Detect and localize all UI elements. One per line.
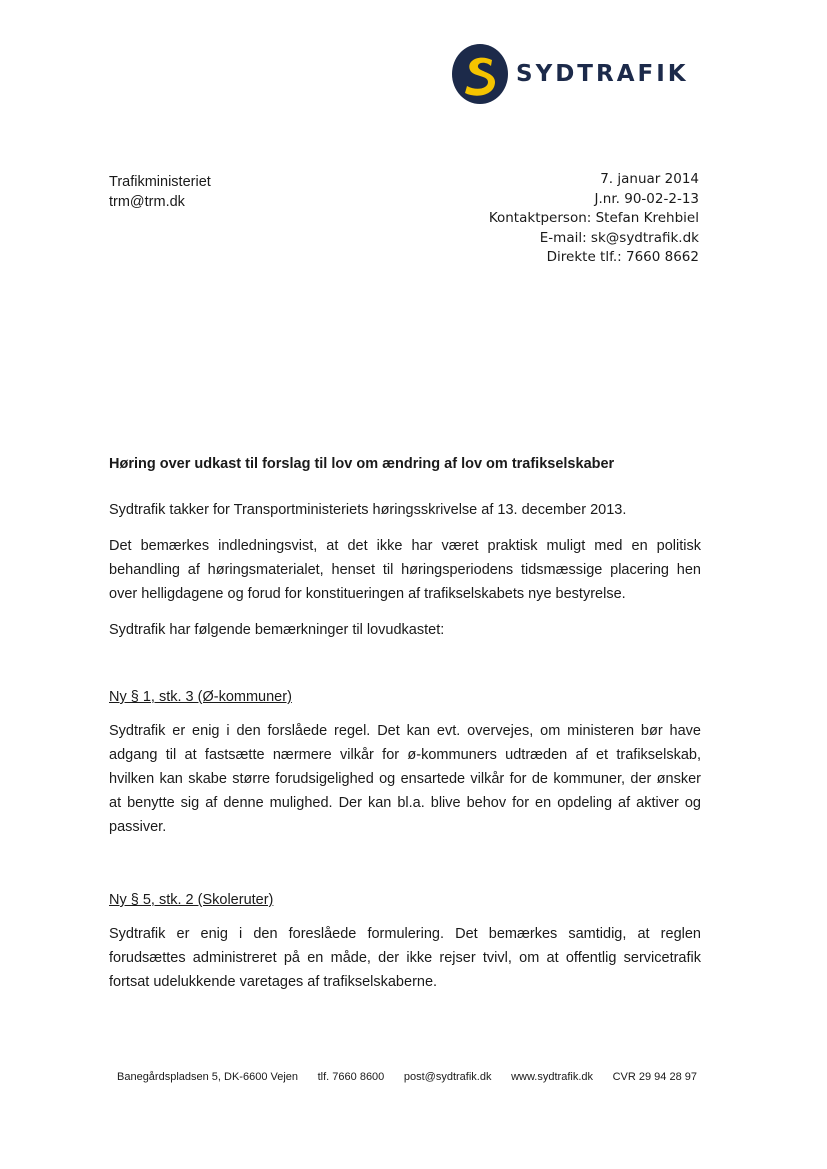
letter-footer <box>117 1071 697 1083</box>
journal-number: J.nr. 90-02-2-13 <box>594 190 699 207</box>
section-title: Ny § 1, stk. 3 (Ø-kommuner) <box>109 689 292 705</box>
intro-paragraph: Det bemærkes indledningsvist, at det ikke har været praktisk muligt med en politisk behandling af høringsmaterialet, henset til høringsperiodens tidsmæssige placering hen over helligdagene og forud for konstitueringen af trafikselskabets nye bestyrelse. <box>109 538 701 602</box>
footer-address: Banegårdspladsen 5, DK-6600 Vejen <box>117 1071 299 1083</box>
logo-wordmark: SYDTRAFIK <box>516 61 689 87</box>
contact-phone: Direkte tlf.: 7660 8662 <box>546 249 699 265</box>
letter-body <box>109 454 701 1006</box>
section-paragraph: Sydtrafik er enig i den foreslåede formulering. Det bemærkes samtidig, at reglen forudsættes administreret på en måde, der ikke rejser tvivl, om at offentlig servicetrafik fortsat udelukkende varetages af trafikselskaberne. <box>109 926 701 990</box>
section-title: Ny § 5, stk. 2 (Skoleruter) <box>109 892 274 908</box>
intro-paragraph: Sydtrafik takker for Transportministeriets høringsskrivelse af 13. december 2013. <box>109 502 627 518</box>
recipient-email: trm@trm.dk <box>109 194 185 210</box>
sydtrafik-logo <box>450 42 689 106</box>
footer-email: post@sydtrafik.dk <box>403 1071 492 1083</box>
footer-cvr: CVR 29 94 28 97 <box>612 1071 697 1083</box>
footer-website: www.sydtrafik.dk <box>511 1071 593 1083</box>
intro-paragraph: Sydtrafik har følgende bemærkninger til lovudkastet: <box>109 622 445 638</box>
recipient-address <box>109 172 211 212</box>
letter-heading: Høring over udkast til forslag til lov om ændring af lov om trafikselskaber <box>109 456 615 472</box>
letter-date: 7. januar 2014 <box>600 171 699 187</box>
footer-phone: tlf. 7660 8600 <box>317 1071 385 1083</box>
contact-email: E-mail: sk@sydtrafik.dk <box>539 229 699 246</box>
contact-person: Kontaktperson: Stefan Krehbiel <box>488 210 699 226</box>
section-paragraph: Sydtrafik er enig i den forslåede regel. Det kan evt. overvejes, om ministeren bør have adgang til at fastsætte nærmere vilkår for ø-kommuners udtræden af et trafikselskab, hvilken kan skabe større forudsigelighed og ensartede vilkår for de kommuner, der ønsker at benytte sig af denne mulighed. Der kan bl.a. blive behov for en opdeling af aktiver og passiver. <box>109 723 701 835</box>
recipient-name: Trafikministeriet <box>109 174 211 190</box>
sydtrafik-logo-icon <box>450 42 510 106</box>
letter-meta <box>489 170 699 268</box>
